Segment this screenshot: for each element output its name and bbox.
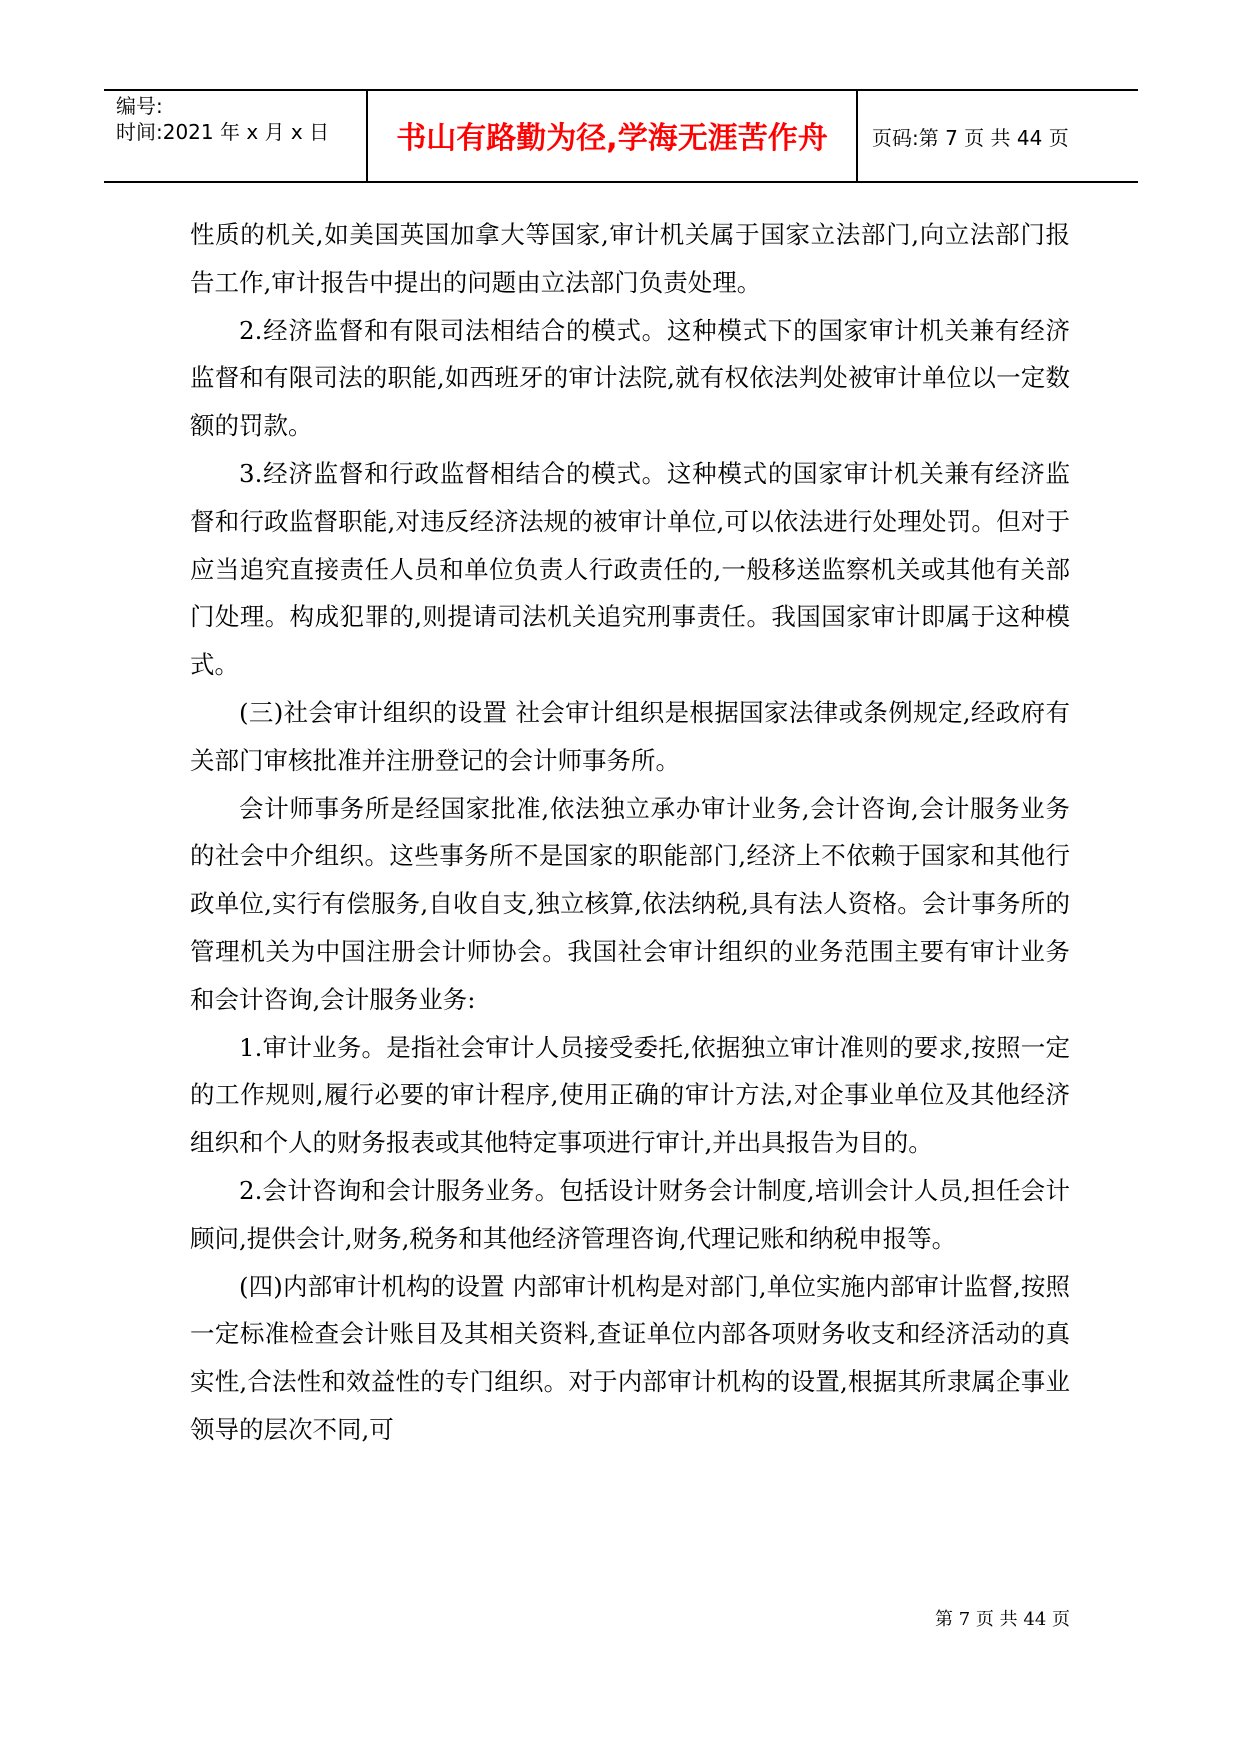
- body-paragraph: 性质的机关,如美国英国加拿大等国家,审计机关属于国家立法部门,向立法部门报告工作,审计报告中提出的问题由立法部门负责处理。: [190, 220, 1070, 297]
- header-motto-cell: [368, 91, 858, 181]
- body-paragraph: (四)内部审计机构的设置 内部审计机构是对部门,单位实施内部审计监督,按照一定标准检查会计账目及其相关资料,查证单位内部各项财务收支和经济活动的真实性,合法性和效益性的专门组织。对于内部审计机构的设置,根据其所隶属企事业领导的层次不同,可: [190, 1271, 1070, 1444]
- body-paragraph: 3.经济监督和行政监督相结合的模式。这种模式的国家审计机关兼有经济监督和行政监督职能,对违反经济法规的被审计单位,可以依法进行处理处罚。但对于应当追究直接责任人员和单位负责人行政责任的,一般移送监察机关或其他有关部门处理。构成犯罪的,则提请司法机关追究刑事责任。我国国家审计即属于这种模式。: [190, 458, 1070, 680]
- document-time-label: 时间:2021 年 x 月 x 日: [116, 120, 330, 144]
- document-body: [190, 211, 1070, 1454]
- header-meta-cell: [104, 91, 368, 181]
- header-page-cell: [858, 91, 1138, 181]
- body-paragraph: 1.审计业务。是指社会审计人员接受委托,依据独立审计准则的要求,按照一定的工作规则,履行必要的审计程序,使用正确的审计方法,对企事业单位及其他经济组织和个人的财务报表或其他特定事项进行审计,并出具报告为目的。: [190, 1032, 1070, 1158]
- page-footer: 第 7 页 共 44 页: [935, 1609, 1070, 1630]
- body-paragraph: 2.会计咨询和会计服务业务。包括设计财务会计制度,培训会计人员,担任会计顾问,提供会计,财务,税务和其他经济管理咨询,代理记账和纳税申报等。: [190, 1175, 1070, 1253]
- header-motto: 书山有路勤为径,学海无涯苦作舟: [396, 121, 828, 156]
- body-paragraph: 2.经济监督和有限司法相结合的模式。这种模式下的国家审计机关兼有经济监督和有限司法的职能,如西班牙的审计法院,就有权依法判处被审计单位以一定数额的罚款。: [190, 315, 1070, 441]
- page-header: [104, 89, 1138, 183]
- body-paragraph: (三)社会审计组织的设置 社会审计组织是根据国家法律或条例规定,经政府有关部门审核批准并注册登记的会计师事务所。: [190, 697, 1070, 775]
- document-number-label: 编号:: [116, 94, 163, 118]
- header-page-code: 页码:第 7 页 共 44 页: [872, 126, 1069, 150]
- body-paragraph: 会计师事务所是经国家批准,依法独立承办审计业务,会计咨询,会计服务业务的社会中介组织。这些事务所不是国家的职能部门,经济上不依赖于国家和其他行政单位,实行有偿服务,自收自支,独立核算,依法纳税,具有法人资格。会计事务所的管理机关为中国注册会计师协会。我国社会审计组织的业务范围主要有审计业务和会计咨询,会计服务业务:: [190, 793, 1070, 1014]
